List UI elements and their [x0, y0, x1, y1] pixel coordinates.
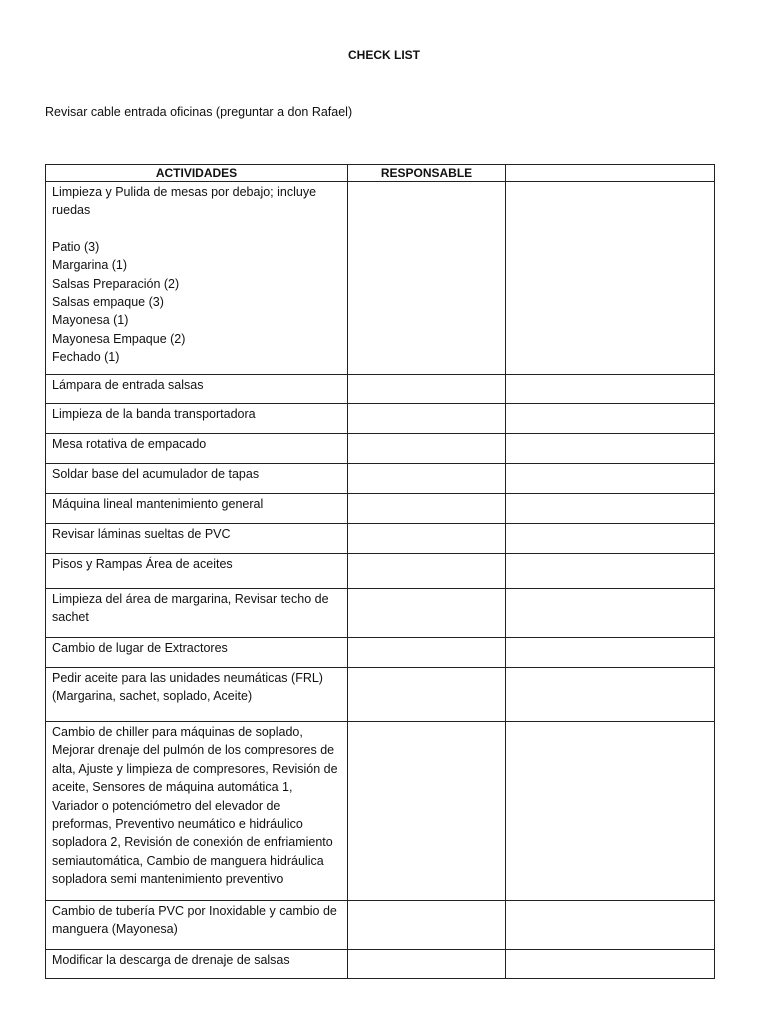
activity-line: Cambio de chiller para máquinas de soplado, Mejorar drenaje del pulmón de los compresores de alta, Ajuste y limpieza de compresores, Revisión de aceite, Sensores de máquina automática 1, Variador o potenciómetro del elevador de preformas, Preventivo neumático e hidráulico sopladora 2, Revisión de conexión de enfriamiento semiautomática, Cambio de manguera hidráulica sopladora semi mantenimiento preventivo	[52, 725, 338, 887]
activity-line	[52, 220, 341, 238]
activity-cell	[46, 375, 348, 404]
table-row	[46, 375, 715, 404]
table-row	[46, 524, 715, 554]
activity-line: Mayonesa Empaque (2)	[52, 331, 186, 346]
responsable-cell	[348, 638, 506, 668]
extra-cell	[506, 589, 715, 638]
extra-cell	[506, 901, 715, 950]
extra-cell	[506, 722, 715, 901]
activity-cell	[46, 182, 348, 375]
table-row	[46, 182, 715, 375]
table-row	[46, 589, 715, 638]
table-row	[46, 404, 715, 434]
extra-cell	[506, 404, 715, 434]
extra-cell	[506, 950, 715, 979]
table-header-row	[46, 165, 715, 182]
responsable-cell	[348, 404, 506, 434]
responsable-cell	[348, 901, 506, 950]
header-extra	[506, 165, 715, 182]
responsable-cell	[348, 950, 506, 979]
activity-line: Pedir aceite para las unidades neumáticas (FRL) (Margarina, sachet, soplado, Aceite)	[52, 671, 323, 704]
extra-cell	[506, 638, 715, 668]
extra-cell	[506, 434, 715, 464]
activity-cell	[46, 404, 348, 434]
extra-cell	[506, 524, 715, 554]
activity-line: Mesa rotativa de empacado	[52, 437, 207, 451]
responsable-cell	[348, 554, 506, 589]
table-row	[46, 950, 715, 979]
activity-line: Revisar láminas sueltas de PVC	[52, 527, 231, 541]
activity-cell	[46, 524, 348, 554]
extra-cell	[506, 464, 715, 494]
activity-line: Mayonesa (1)	[52, 313, 129, 328]
activity-line: Modificar la descarga de drenaje de salsas	[52, 953, 290, 967]
table-row	[46, 494, 715, 524]
activity-cell	[46, 589, 348, 638]
responsable-cell	[348, 668, 506, 722]
activity-cell	[46, 638, 348, 668]
document-note: Revisar cable entrada oficinas (preguntar a don Rafael)	[45, 105, 353, 119]
table-row	[46, 554, 715, 589]
table-row	[46, 901, 715, 950]
table-row	[46, 668, 715, 722]
activity-line: Limpieza del área de margarina, Revisar techo de sachet	[52, 592, 329, 625]
extra-cell	[506, 182, 715, 375]
extra-cell	[506, 375, 715, 404]
table-row	[46, 722, 715, 901]
responsable-cell	[348, 182, 506, 375]
extra-cell	[506, 668, 715, 722]
activity-line: Cambio de tubería PVC por Inoxidable y cambio de manguera (Mayonesa)	[52, 904, 337, 937]
activity-cell	[46, 434, 348, 464]
responsable-cell	[348, 524, 506, 554]
activity-line: Salsas Preparación (2)	[52, 276, 180, 291]
activity-line: Soldar base del acumulador de tapas	[52, 467, 260, 481]
responsable-cell	[348, 434, 506, 464]
activity-line: Máquina lineal mantenimiento general	[52, 497, 264, 511]
activity-cell	[46, 668, 348, 722]
activity-cell	[46, 494, 348, 524]
activity-line: Pisos y Rampas Área de aceites	[52, 557, 233, 571]
responsable-cell	[348, 375, 506, 404]
responsable-cell	[348, 464, 506, 494]
activity-cell	[46, 464, 348, 494]
header-actividades: ACTIVIDADES	[46, 165, 348, 182]
document-title: CHECK LIST	[348, 48, 420, 62]
activity-line: Limpieza y Pulida de mesas por debajo; incluye ruedas	[52, 185, 317, 218]
activity-cell	[46, 950, 348, 979]
activity-line: Margarina (1)	[52, 258, 128, 273]
activity-line: Salsas empaque (3)	[52, 295, 164, 310]
activity-cell	[46, 722, 348, 901]
table-row	[46, 434, 715, 464]
activity-cell	[46, 901, 348, 950]
activity-line: Cambio de lugar de Extractores	[52, 641, 228, 655]
responsable-cell	[348, 589, 506, 638]
extra-cell	[506, 494, 715, 524]
responsable-cell	[348, 722, 506, 901]
checklist-table	[45, 164, 715, 979]
header-responsable: RESPONSABLE	[348, 165, 506, 182]
activity-cell	[46, 554, 348, 589]
activity-line: Patio (3)	[52, 239, 100, 254]
table-row	[46, 464, 715, 494]
activity-line: Limpieza de la banda transportadora	[52, 407, 256, 421]
activity-line: Fechado (1)	[52, 350, 120, 365]
table-row	[46, 638, 715, 668]
extra-cell	[506, 554, 715, 589]
responsable-cell	[348, 494, 506, 524]
activity-line: Lámpara de entrada salsas	[52, 378, 204, 392]
